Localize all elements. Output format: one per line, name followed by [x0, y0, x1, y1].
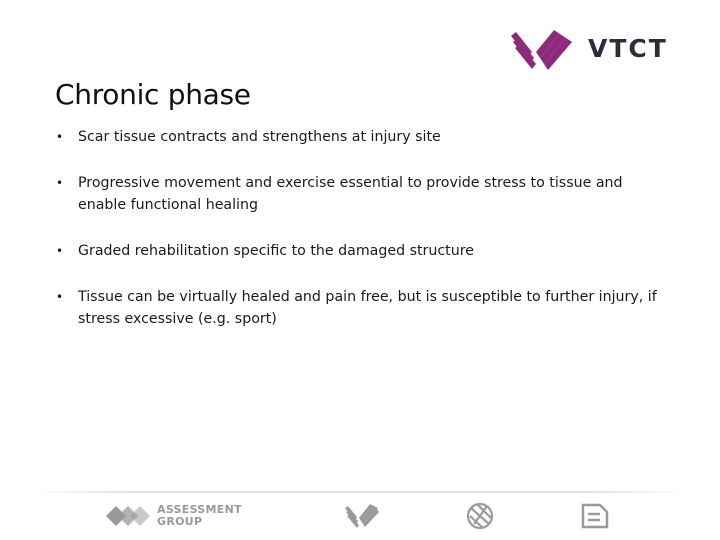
bullet-text: Scar tissue contracts and strengthens at injury site — [78, 129, 441, 145]
vtct-footer-mark-icon — [344, 500, 380, 532]
bullet-list — [56, 126, 666, 330]
bullet-item — [56, 126, 666, 148]
bullet-glyph: • — [56, 290, 64, 304]
bullet-glyph: • — [56, 176, 64, 190]
vtct-wordmark: VTCT — [588, 34, 668, 63]
bullet-item — [56, 240, 666, 262]
globe-icon — [465, 500, 495, 532]
bullet-item — [56, 286, 666, 330]
bullet-glyph: • — [56, 130, 64, 144]
bullet-text: Graded rehabilitation specific to the damaged structure — [78, 243, 474, 259]
assessment-group-line2: GROUP — [157, 515, 203, 528]
vtct-mark-icon — [508, 24, 578, 78]
assessment-group-icon — [104, 500, 154, 532]
footer-divider — [30, 491, 690, 493]
assessment-group-line1: ASSESSMENT — [157, 503, 242, 516]
document-icon — [580, 500, 610, 532]
vtct-logo — [508, 24, 678, 78]
assessment-group-wordmark — [157, 504, 242, 528]
bullet-glyph: • — [56, 244, 64, 258]
slide-title: Chronic phase — [55, 78, 251, 111]
bullet-item — [56, 172, 666, 216]
bullet-text: Progressive movement and exercise essential to provide stress to tissue and enable functional healing — [78, 175, 623, 213]
bullet-text: Tissue can be virtually healed and pain free, but is susceptible to further injury, if stress excessive (e.g. sport) — [78, 289, 657, 327]
